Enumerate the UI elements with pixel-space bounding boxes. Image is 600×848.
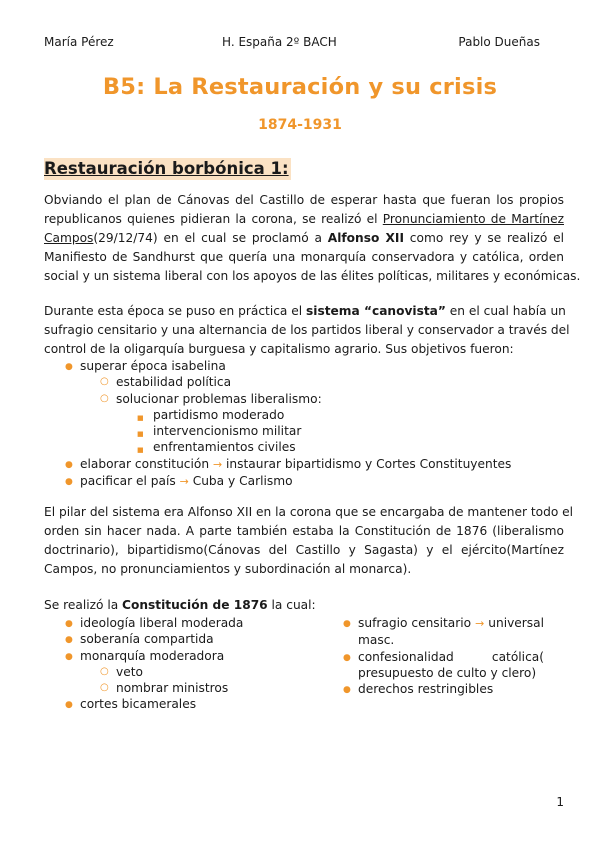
bullet-dot-icon: ●	[65, 459, 73, 470]
list-item: ● pacificar el país → Cuba y Carlismo	[62, 473, 511, 490]
paragraph-intro	[44, 191, 581, 286]
author-name-right: Pablo Dueñas	[458, 35, 540, 49]
bullet-dot-icon: ●	[343, 619, 351, 629]
list-item: ○ veto	[100, 664, 143, 679]
list-item: ● confesionalidad católica( presupuesto de culto y clero)	[343, 649, 544, 680]
document-title: B5: La Restauración y su crisis	[102, 74, 498, 100]
arrow-right-icon: →	[475, 617, 485, 630]
constitution-term: Constitución de 1876	[122, 598, 268, 612]
list-item: ■ enfrentamientos civiles	[62, 439, 511, 455]
paragraph-line: Manifiesto de Sandhurst que quería una monarquía conservadora y católica, orden	[44, 250, 564, 264]
list-item: ■ intervencionismo militar	[62, 423, 511, 439]
bullet-dot-icon: ●	[65, 635, 73, 646]
constitution-list-left	[62, 615, 243, 713]
objectives-list	[62, 358, 511, 490]
page-header	[44, 35, 556, 51]
paragraph-line: Campos(29/12/74) en el cual se proclamó a Alfonso XII como rey y se realizó el	[44, 231, 565, 245]
paragraph-line: doctrinario), bipartidismo(Cánovas del Castillo y Sagasta) y el ejército(Martínez	[44, 543, 564, 557]
constitution-list-right	[340, 615, 544, 697]
list-item: ● ideología liberal moderada	[62, 615, 243, 631]
list-item: ● monarquía moderadora	[62, 648, 243, 664]
bullet-dot-icon: ●	[65, 651, 73, 662]
paragraph-line: El pilar del sistema era Alfonso XII en la corona que se encargaba de mantener todo el	[44, 505, 574, 519]
paragraph-line: control de la oligarquía burguesa y capitalismo agrario. Sus objetivos fueron:	[44, 342, 514, 356]
author-name-left: María Pérez	[44, 35, 114, 49]
document-subtitle: 1874-1931	[258, 117, 342, 133]
constitution-intro	[44, 596, 564, 615]
paragraph-line: orden sin hacer nada. A parte también estaba la Constitución de 1876 (liberalismo	[44, 524, 564, 538]
list-item: ○ solucionar problemas liberalismo:	[100, 391, 322, 406]
bullet-dot-icon: ●	[65, 619, 73, 629]
paragraph-line: Campos, no pronunciamientos y subordinación al monarca).	[44, 562, 412, 576]
canovista-term: sistema “canovista”	[306, 304, 446, 318]
list-item: ● sufragio censitario → universal masc.	[343, 616, 545, 648]
paragraph-canovista	[44, 302, 570, 359]
section-heading: Restauración borbónica 1:	[44, 159, 289, 178]
arrow-right-icon: →	[179, 475, 189, 489]
bullet-circle-icon: ○	[100, 665, 109, 677]
list-item: ● soberanía compartida	[62, 631, 243, 647]
paragraph-line: Durante esta época se puso en práctica el sistema “canovista” en el cual había un	[44, 304, 566, 318]
bullet-dot-icon: ●	[343, 685, 351, 696]
bullet-circle-icon: ○	[100, 392, 109, 404]
bullet-circle-icon: ○	[100, 376, 109, 388]
paragraph-line: Obviando el plan de Cánovas del Castillo de esperar hasta que fueran los propios	[44, 193, 564, 207]
bullet-square-icon: ■	[137, 446, 144, 455]
pronunciamiento-link-cont: Campos	[44, 231, 94, 245]
list-item: ● cortes bicamerales	[62, 696, 243, 712]
bullet-dot-icon: ●	[343, 652, 351, 663]
list-item: ● superar época isabelina	[62, 358, 511, 374]
paragraph-line: Se realizó la Constitución de 1876 la cual:	[44, 598, 316, 612]
list-item: ○ nombrar ministros	[100, 681, 229, 696]
king-name: Alfonso XII	[327, 231, 404, 245]
list-item: ● derechos restringibles	[340, 681, 544, 697]
page-number: 1	[556, 795, 564, 809]
bullet-circle-icon: ○	[100, 682, 109, 694]
paragraph-line: republicanos quienes pidieran la corona, se realizó el Pronunciamiento de Martínez	[44, 212, 564, 226]
list-item: ■ partidismo moderado	[62, 407, 511, 423]
paragraph-line: sufragio censitario y una alternancia de los partidos liberal y conservador a través del	[44, 323, 570, 337]
list-item: ● elaborar constitución → instaurar bipartidismo y Cortes Constituyentes	[62, 456, 511, 473]
paragraph-line: social y un sistema liberal con los apoyos de las élites políticas, militares y económicas.	[44, 269, 581, 283]
bullet-dot-icon: ●	[65, 477, 73, 488]
pronunciamiento-link: Pronunciamiento de Martínez	[382, 212, 564, 226]
paragraph-pillars	[44, 503, 574, 579]
bullet-square-icon: ■	[137, 430, 144, 439]
list-item: ○ estabilidad política	[100, 375, 232, 390]
bullet-dot-icon: ●	[65, 700, 73, 711]
arrow-right-icon: →	[212, 457, 223, 471]
course-label: H. España 2º BACH	[222, 35, 337, 49]
bullet-dot-icon: ●	[65, 362, 73, 372]
bullet-square-icon: ■	[137, 413, 144, 422]
